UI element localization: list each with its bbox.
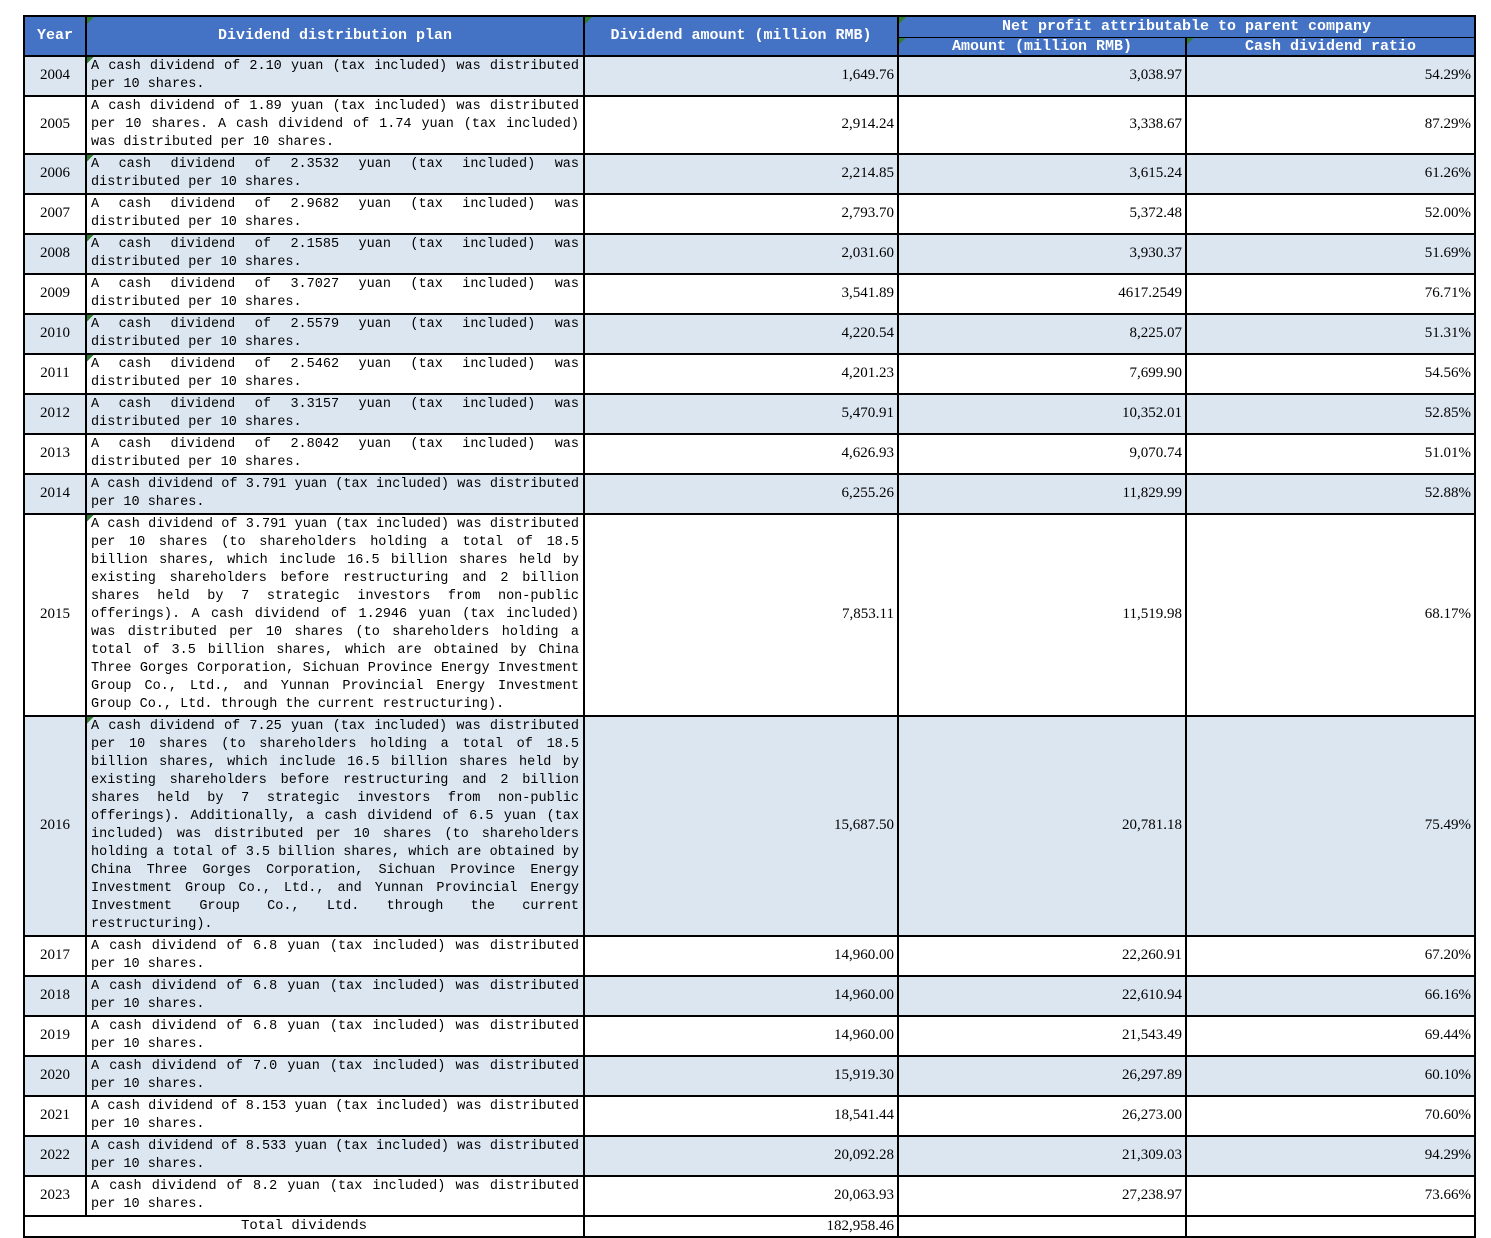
header-net-profit-amount <box>898 37 1186 56</box>
net-profit-amount-cell: 20,781.18 <box>898 716 1186 936</box>
plan-text: A cash dividend of 2.1585 yuan (tax included) was distributed per 10 shares. <box>91 236 579 270</box>
net-profit-amount-cell: 3,615.24 <box>898 154 1186 194</box>
year-cell: 2016 <box>24 716 86 936</box>
plan-text: A cash dividend of 8.153 yuan (tax included) was distributed per 10 shares. <box>91 1098 579 1132</box>
plan-text: A cash dividend of 8.533 yuan (tax included) was distributed per 10 shares. <box>91 1138 579 1172</box>
net-profit-amount-cell: 5,372.48 <box>898 194 1186 234</box>
plan-cell <box>86 716 584 936</box>
net-profit-amount-cell: 8,225.07 <box>898 314 1186 354</box>
dividend-amount-cell: 14,960.00 <box>584 1016 898 1056</box>
net-profit-amount-cell: 9,070.74 <box>898 434 1186 474</box>
cash-dividend-ratio-cell: 54.29% <box>1186 56 1475 96</box>
table-row <box>24 96 1475 154</box>
plan-cell <box>86 274 584 314</box>
plan-text: A cash dividend of 1.89 yuan (tax included) was distributed per 10 shares. A cash dividend of 1.74 yuan (tax included) was distributed per 10 shares. <box>91 98 579 150</box>
table-row <box>24 514 1475 716</box>
cell-corner-marker <box>899 17 906 24</box>
plan-cell <box>86 1056 584 1096</box>
dividend-amount-cell: 2,793.70 <box>584 194 898 234</box>
total-cash-dividend-ratio <box>1186 1216 1475 1237</box>
dividend-amount-cell: 18,541.44 <box>584 1096 898 1136</box>
total-label: Total dividends <box>24 1216 584 1237</box>
table-row <box>24 1056 1475 1096</box>
net-profit-amount-cell: 11,829.99 <box>898 474 1186 514</box>
cash-dividend-ratio-cell: 75.49% <box>1186 716 1475 936</box>
table-row <box>24 1016 1475 1056</box>
dividend-table-sheet <box>23 15 1476 1238</box>
table-row <box>24 154 1475 194</box>
cash-dividend-ratio-cell: 51.69% <box>1186 234 1475 274</box>
plan-cell <box>86 976 584 1016</box>
plan-cell <box>86 354 584 394</box>
plan-cell <box>86 96 584 154</box>
dividend-amount-cell: 3,541.89 <box>584 274 898 314</box>
header-dividend-amount <box>584 16 898 56</box>
cell-corner-marker <box>1187 38 1194 45</box>
plan-cell <box>86 314 584 354</box>
header-net-profit-group <box>898 16 1475 37</box>
year-cell: 2013 <box>24 434 86 474</box>
dividend-amount-cell: 4,201.23 <box>584 354 898 394</box>
table-row <box>24 976 1475 1016</box>
table-row <box>24 474 1475 514</box>
plan-text: A cash dividend of 6.8 yuan (tax included) was distributed per 10 shares. <box>91 938 579 972</box>
plan-text: A cash dividend of 6.8 yuan (tax included) was distributed per 10 shares. <box>91 978 579 1012</box>
year-cell: 2019 <box>24 1016 86 1056</box>
plan-text: A cash dividend of 3.7027 yuan (tax included) was distributed per 10 shares. <box>91 276 579 310</box>
table-row <box>24 394 1475 434</box>
header-cash-dividend-ratio <box>1186 37 1475 56</box>
dividend-amount-cell: 1,649.76 <box>584 56 898 96</box>
table-row <box>24 354 1475 394</box>
cash-dividend-ratio-cell: 60.10% <box>1186 1056 1475 1096</box>
year-cell: 2010 <box>24 314 86 354</box>
plan-cell <box>86 154 584 194</box>
cash-dividend-ratio-cell: 51.01% <box>1186 434 1475 474</box>
plan-text: A cash dividend of 6.8 yuan (tax included) was distributed per 10 shares. <box>91 1018 579 1052</box>
year-cell: 2021 <box>24 1096 86 1136</box>
year-cell: 2014 <box>24 474 86 514</box>
cash-dividend-ratio-cell: 51.31% <box>1186 314 1475 354</box>
net-profit-amount-cell: 10,352.01 <box>898 394 1186 434</box>
table-row <box>24 1136 1475 1176</box>
cash-dividend-ratio-cell: 67.20% <box>1186 936 1475 976</box>
net-profit-amount-cell: 3,338.67 <box>898 96 1186 154</box>
cash-dividend-ratio-cell: 52.88% <box>1186 474 1475 514</box>
dividend-amount-cell: 20,063.93 <box>584 1176 898 1216</box>
dividend-amount-cell: 14,960.00 <box>584 936 898 976</box>
net-profit-amount-cell: 21,309.03 <box>898 1136 1186 1176</box>
plan-text: A cash dividend of 2.3532 yuan (tax included) was distributed per 10 shares. <box>91 156 579 190</box>
header-net-profit-group-label: Net profit attributable to parent company <box>1001 18 1372 36</box>
net-profit-amount-cell: 27,238.97 <box>898 1176 1186 1216</box>
plan-text: A cash dividend of 2.5462 yuan (tax included) was distributed per 10 shares. <box>91 356 579 390</box>
dividend-amount-cell: 15,919.30 <box>584 1056 898 1096</box>
year-cell: 2006 <box>24 154 86 194</box>
header-dividend-amount-label: Dividend amount (million RMB) <box>610 27 872 45</box>
plan-cell <box>86 1016 584 1056</box>
net-profit-amount-cell: 26,297.89 <box>898 1056 1186 1096</box>
net-profit-amount-cell: 21,543.49 <box>898 1016 1186 1056</box>
dividend-amount-cell: 4,626.93 <box>584 434 898 474</box>
plan-text: A cash dividend of 7.0 yuan (tax included) was distributed per 10 shares. <box>91 1058 579 1092</box>
year-cell: 2005 <box>24 96 86 154</box>
header-net-profit-amount-label: Amount (million RMB) <box>951 37 1133 55</box>
plan-text: A cash dividend of 8.2 yuan (tax included) was distributed per 10 shares. <box>91 1178 579 1212</box>
year-cell: 2022 <box>24 1136 86 1176</box>
table-row <box>24 716 1475 936</box>
year-cell: 2018 <box>24 976 86 1016</box>
dividend-amount-cell: 5,470.91 <box>584 394 898 434</box>
header-plan-label: Dividend distribution plan <box>217 27 453 45</box>
plan-text: A cash dividend of 2.5579 yuan (tax included) was distributed per 10 shares. <box>91 316 579 350</box>
net-profit-amount-cell: 22,610.94 <box>898 976 1186 1016</box>
cell-corner-marker <box>899 38 906 45</box>
total-net-profit-amount <box>898 1216 1186 1237</box>
year-cell: 2017 <box>24 936 86 976</box>
cash-dividend-ratio-cell: 66.16% <box>1186 976 1475 1016</box>
year-cell: 2009 <box>24 274 86 314</box>
table-row <box>24 314 1475 354</box>
cash-dividend-ratio-cell: 69.44% <box>1186 1016 1475 1056</box>
dividend-amount-cell: 4,220.54 <box>584 314 898 354</box>
net-profit-amount-cell: 7,699.90 <box>898 354 1186 394</box>
table-row <box>24 274 1475 314</box>
plan-cell <box>86 1096 584 1136</box>
dividend-amount-cell: 20,092.28 <box>584 1136 898 1176</box>
plan-cell <box>86 434 584 474</box>
cash-dividend-ratio-cell: 52.00% <box>1186 194 1475 234</box>
plan-text: A cash dividend of 3.791 yuan (tax included) was distributed per 10 shares. <box>91 476 579 510</box>
plan-text: A cash dividend of 2.10 yuan (tax included) was distributed per 10 shares. <box>91 58 579 92</box>
header-plan <box>86 16 584 56</box>
dividend-amount-cell: 2,031.60 <box>584 234 898 274</box>
cell-corner-marker <box>585 17 592 24</box>
total-row <box>24 1216 1475 1237</box>
plan-text: A cash dividend of 2.9682 yuan (tax included) was distributed per 10 shares. <box>91 196 579 230</box>
plan-text: A cash dividend of 2.8042 yuan (tax included) was distributed per 10 shares. <box>91 436 579 470</box>
table-row <box>24 434 1475 474</box>
table-row <box>24 234 1475 274</box>
cash-dividend-ratio-cell: 94.29% <box>1186 1136 1475 1176</box>
plan-cell <box>86 936 584 976</box>
net-profit-amount-cell: 3,930.37 <box>898 234 1186 274</box>
cash-dividend-ratio-cell: 73.66% <box>1186 1176 1475 1216</box>
year-cell: 2015 <box>24 514 86 716</box>
net-profit-amount-cell: 26,273.00 <box>898 1096 1186 1136</box>
table-row <box>24 936 1475 976</box>
cash-dividend-ratio-cell: 61.26% <box>1186 154 1475 194</box>
cash-dividend-ratio-cell: 68.17% <box>1186 514 1475 716</box>
plan-cell <box>86 194 584 234</box>
year-cell: 2023 <box>24 1176 86 1216</box>
net-profit-amount-cell: 4617.2549 <box>898 274 1186 314</box>
plan-cell <box>86 474 584 514</box>
net-profit-amount-cell: 11,519.98 <box>898 514 1186 716</box>
dividend-amount-cell: 15,687.50 <box>584 716 898 936</box>
plan-cell <box>86 514 584 716</box>
year-cell: 2008 <box>24 234 86 274</box>
net-profit-amount-cell: 22,260.91 <box>898 936 1186 976</box>
table-row <box>24 194 1475 234</box>
dividend-amount-cell: 7,853.11 <box>584 514 898 716</box>
header-year-label: Year <box>36 27 73 45</box>
year-cell: 2007 <box>24 194 86 234</box>
plan-cell <box>86 1136 584 1176</box>
cash-dividend-ratio-cell: 54.56% <box>1186 354 1475 394</box>
year-cell: 2012 <box>24 394 86 434</box>
net-profit-amount-cell: 3,038.97 <box>898 56 1186 96</box>
year-cell: 2020 <box>24 1056 86 1096</box>
table-row <box>24 56 1475 96</box>
plan-cell <box>86 1176 584 1216</box>
cash-dividend-ratio-cell: 76.71% <box>1186 274 1475 314</box>
plan-text: A cash dividend of 3.3157 yuan (tax included) was distributed per 10 shares. <box>91 396 579 430</box>
dividend-amount-cell: 2,914.24 <box>584 96 898 154</box>
cash-dividend-ratio-cell: 70.60% <box>1186 1096 1475 1136</box>
dividend-amount-cell: 6,255.26 <box>584 474 898 514</box>
plan-cell <box>86 394 584 434</box>
table-row <box>24 1096 1475 1136</box>
cash-dividend-ratio-cell: 52.85% <box>1186 394 1475 434</box>
header-row-1 <box>24 16 1475 37</box>
header-year <box>24 16 86 56</box>
total-dividend-amount: 182,958.46 <box>584 1216 898 1237</box>
plan-cell <box>86 56 584 96</box>
table-row <box>24 1176 1475 1216</box>
cash-dividend-ratio-cell: 87.29% <box>1186 96 1475 154</box>
plan-cell <box>86 234 584 274</box>
dividend-amount-cell: 2,214.85 <box>584 154 898 194</box>
header-cash-dividend-ratio-label: Cash dividend ratio <box>1244 37 1417 55</box>
year-cell: 2011 <box>24 354 86 394</box>
plan-text: A cash dividend of 3.791 yuan (tax included) was distributed per 10 shares (to shareholders holding a total of 18.5 billion shares, which include 16.5 billion shares held by existing shareholders before restructuring and 2 billion shares held by 7 strategic investors from non-public offerings). A cash dividend of 1.2946 yuan (tax included) was distributed per 10 shares (to shareholders holding a total of 3.5 billion shares, which are obtained by China Three Gorges Corporation, Sichuan Province Energy Investment Group Co., Ltd., and Yunnan Provincial Energy Investment Group Co., Ltd. through the current restructuring). <box>91 516 579 712</box>
year-cell: 2004 <box>24 56 86 96</box>
cell-corner-marker <box>87 17 94 24</box>
dividend-table <box>23 15 1476 1238</box>
plan-text: A cash dividend of 7.25 yuan (tax included) was distributed per 10 shares (to shareholders holding a total of 18.5 billion shares, which include 16.5 billion shares held by existing shareholders before restructuring and 2 billion shares held by 7 strategic investors from non-public offerings). Additionally, a cash dividend of 6.5 yuan (tax included) was distributed per 10 shares (to shareholders holding a total of 3.5 billion shares, which are obtained by China Three Gorges Corporation, Sichuan Province Energy Investment Group Co., Ltd., and Yunnan Provincial Energy Investment Group Co., Ltd. through the current restructuring). <box>91 718 579 932</box>
dividend-amount-cell: 14,960.00 <box>584 976 898 1016</box>
